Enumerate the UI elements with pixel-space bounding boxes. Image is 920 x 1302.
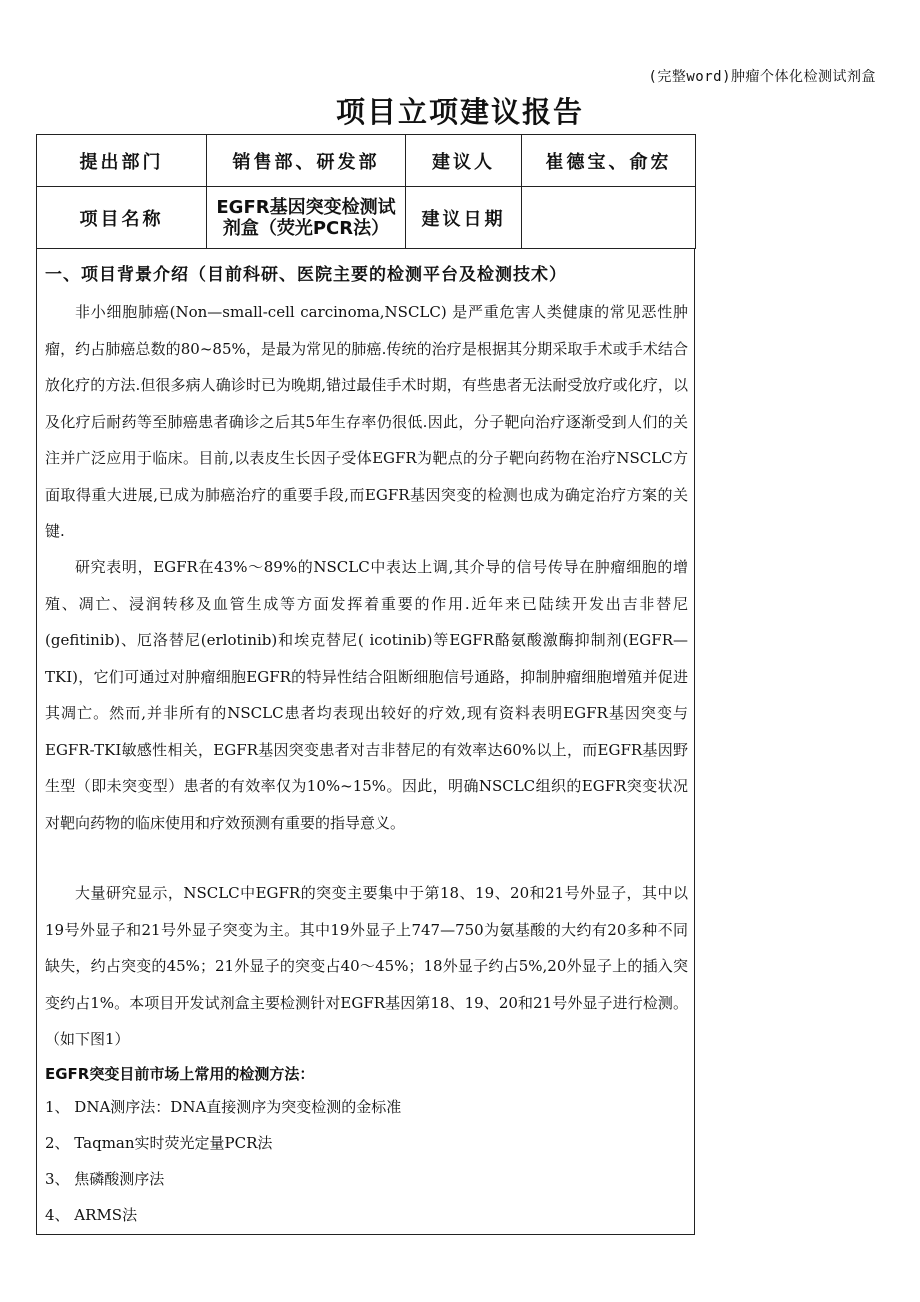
proposer-value: 崔德宝、俞宏 (522, 135, 696, 187)
methods-list (45, 1094, 401, 1238)
date-label: 建议日期 (406, 187, 522, 249)
method-item: 3、 焦磷酸测序法 (45, 1170, 165, 1188)
method-item: 4、 ARMS法 (45, 1206, 138, 1224)
method-item: 2、 Taqman实时荧光定量PCR法 (45, 1134, 273, 1152)
section-title: 一、项目背景介绍（目前科研、医院主要的检测平台及检测技术） (45, 265, 567, 285)
dept-label: 提出部门 (37, 135, 207, 187)
paragraph-3: 大量研究显示，NSCLC中EGFR的突变主要集中于第18、19、20和21号外显子，其中以19号外显子和21号外显子突变为主。其中19外显子上747—750为氨基酸的大约有20多种不同缺失，约占突变的45%；21外显子的突变占40～45%；18外显子约占5%,20外显子上的插入突变约占1%。本项目开发试剂盒主要检测针对EGFR基因第18、19、20和21号外显子进行检测。（如下图1） (45, 884, 688, 1048)
date-value (522, 187, 696, 249)
info-row-dept (37, 135, 696, 187)
paragraph-2: 研究表明，EGFR在43%～89%的NSCLC中表达上调,其介导的信号传导在肿瘤细胞的增殖、凋亡、浸润转移及血管生成等方面发挥着重要的作用.近年来已陆续开发出吉非替尼(gefitinib)、厄洛替尼(erlotinib)和埃克替尼( icotinib)等EGFR酪氨酸激酶抑制剂(EGFR—TKI)，它们可通过对肿瘤细胞EGFR的特异性结合阻断细胞信号通路，抑制肿瘤细胞增殖并促进其凋亡。然而,并非所有的NSCLC患者均表现出较好的疗效,现有资料表明EGFR基因突变与EGFR-TKI敏感性相关，EGFR基因突变患者对吉非替尼的有效率达60%以上，而EGFR基因野生型（即未突变型）患者的有效率仅为10%~15%。因此，明确NSCLC组织的EGFR突变状况对靶向药物的临床使用和疗效预测有重要的指导意义。 (45, 558, 688, 832)
info-row-project (37, 187, 696, 249)
project-label: 项目名称 (37, 187, 207, 249)
methods-title: EGFR突变目前市场上常用的检测方法： (45, 1065, 315, 1083)
background-section (36, 248, 695, 1235)
dept-value: 销售部、研发部 (207, 135, 406, 187)
method-item: 1、 DNA测序法：DNA直接测序为突变检测的金标准 (45, 1098, 402, 1116)
paragraph-1: 非小细胞肺癌(Non—small-cell carcinoma,NSCLC) 是严重危害人类健康的常见恶性肿瘤，约占肺癌总数的80~85%，是最为常见的肺癌.传统的治疗是根据其分期采取手术或手术结合放化疗的方法.但很多病人确诊时已为晚期,错过最佳手术时期，有些患者无法耐受放疗或化疗，以及化疗后耐药等至肺癌患者确诊之后其5年生存率仍很低.因此，分子靶向治疗逐渐受到人们的关注并广泛应用于临床。目前,以表皮生长因子受体EGFR为靶点的分子靶向药物在治疗NSCLC方面取得重大进展,已成为肺癌治疗的重要手段,而EGFR基因突变的检测也成为确定治疗方案的关键. (45, 303, 688, 540)
info-table (36, 134, 696, 249)
proposer-label: 建议人 (406, 135, 522, 187)
project-value: EGFR基因突变检测试剂盒（荧光PCR法） (207, 187, 406, 249)
header-note: (完整word)肿瘤个体化检测试剂盒 (648, 69, 876, 85)
page-title: 项目立项建议报告 (335, 95, 584, 129)
